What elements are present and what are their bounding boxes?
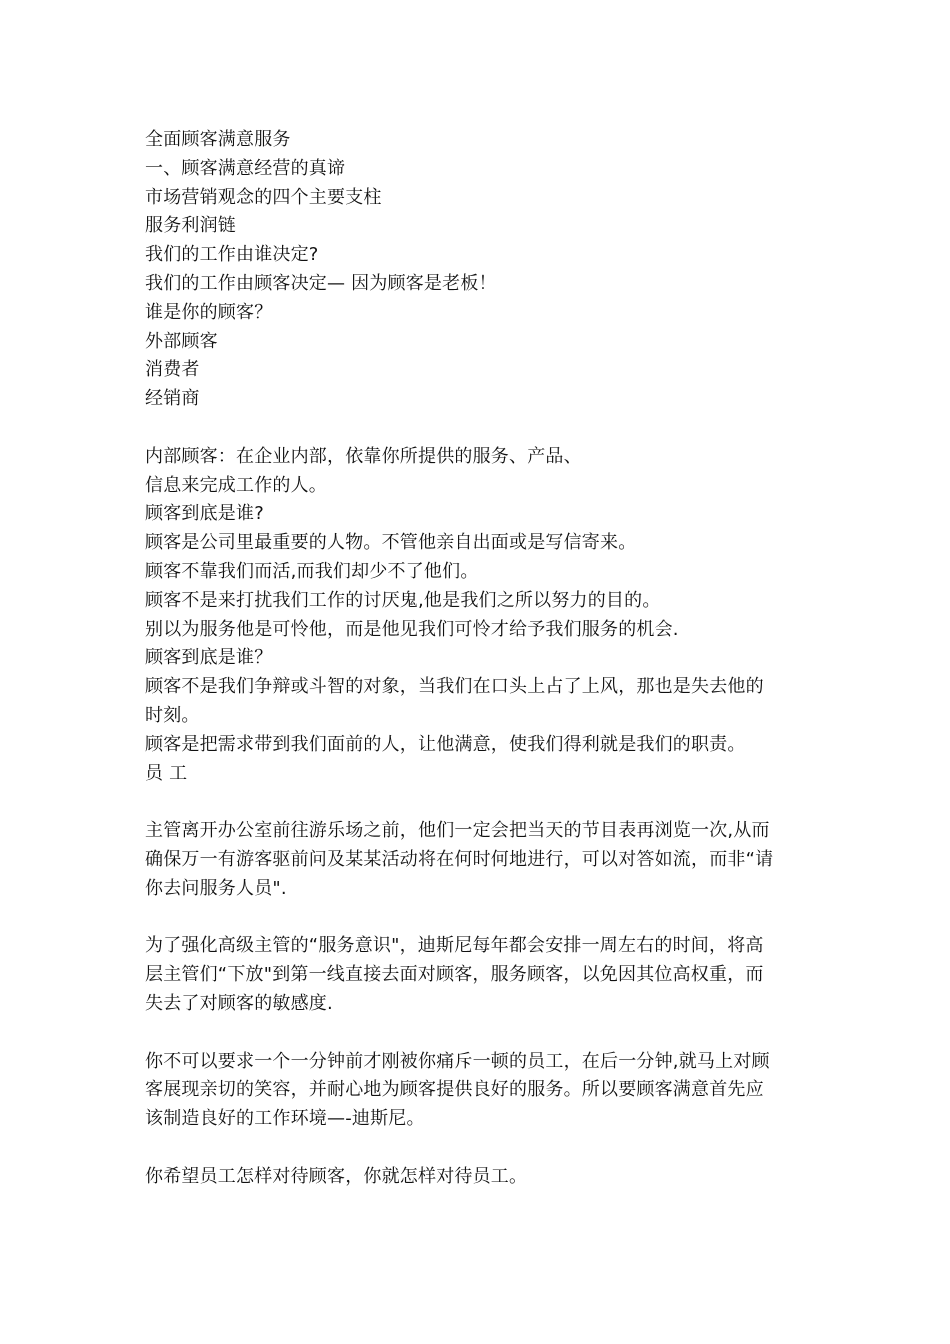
blank-line [145,1019,815,1048]
text-line: 服务利润链 [145,215,236,237]
text-line: 顾客是公司里最重要的人物。不管他亲自出面或是写信寄来。 [145,532,637,554]
text-line: 顾客到底是谁？ [145,647,273,669]
blank-line [145,788,815,817]
text-line: 顾客不靠我们而活,而我们却少不了他们。 [145,560,479,582]
text-line: 顾客不是我们争辩或斗智的对象，当我们在口头上占了上风，那也是失去他的 [145,676,764,698]
text-line: 时刻。 [145,704,200,726]
text-line: 确保万一有游客驱前问及某某活动将在何时何地进行，可以对答如流，而非“请 [145,848,774,870]
blank-line [145,1134,815,1163]
text-line: 顾客不是来打扰我们工作的讨厌鬼,他是我们之所以努力的目的。 [145,589,661,611]
text-line: 该制造良好的工作环境—-迪斯尼。 [145,1108,425,1130]
blank-line [145,904,815,933]
text-line: 谁是你的顾客？ [145,301,273,323]
text-line: 主管离开办公室前往游乐场之前，他们一定会把当天的节目表再浏览一次,从而 [145,820,770,842]
text-line: 我们的工作由谁决定? [145,244,319,266]
text-line: 为了强化高级主管的“服务意识"，迪斯尼每年都会安排一周左右的时间，将高 [145,935,764,957]
section-heading: 员 工 [145,762,188,784]
text-line: 你不可以要求一个一分钟前才刚被你痛斥一顿的员工，在后一分钟,就马上对顾 [145,1050,770,1072]
text-line: 层主管们“下放"到第一线直接去面对顾客，服务顾客，以免因其位高权重，而 [145,964,764,986]
text-line: 失去了对顾客的敏感度. [145,992,333,1014]
text-line: 顾客是把需求带到我们面前的人，让他满意，使我们得利就是我们的职责。 [145,733,746,755]
section-heading: 一、顾客满意经营的真谛 [145,157,346,179]
text-line: 消费者 [145,359,200,381]
document-body [145,126,815,1191]
text-line: 市场营销观念的四个主要支柱 [145,186,382,208]
text-line: 我们的工作由顾客决定— 因为顾客是老板！ [145,272,497,294]
blank-line [145,414,815,443]
text-line: 客展现亲切的笑容，并耐心地为顾客提供良好的服务。所以要顾客满意首先应 [145,1079,764,1101]
text-line: 你去问服务人员". [145,877,287,899]
text-line: 别以为服务他是可怜他，而是他见我们可怜才给予我们服务的机会. [145,618,679,640]
text-line: 经销商 [145,388,200,410]
document-title: 全面顾客满意服务 [145,129,291,150]
text-line: 内部顾客：在企业内部，依靠你所提供的服务、产品、 [145,445,582,467]
text-line: 顾客到底是谁? [145,503,264,525]
text-line: 你希望员工怎样对待顾客，你就怎样对待员工。 [145,1165,528,1187]
text-line: 外部顾客 [145,330,218,352]
text-line: 信息来完成工作的人。 [145,474,327,496]
